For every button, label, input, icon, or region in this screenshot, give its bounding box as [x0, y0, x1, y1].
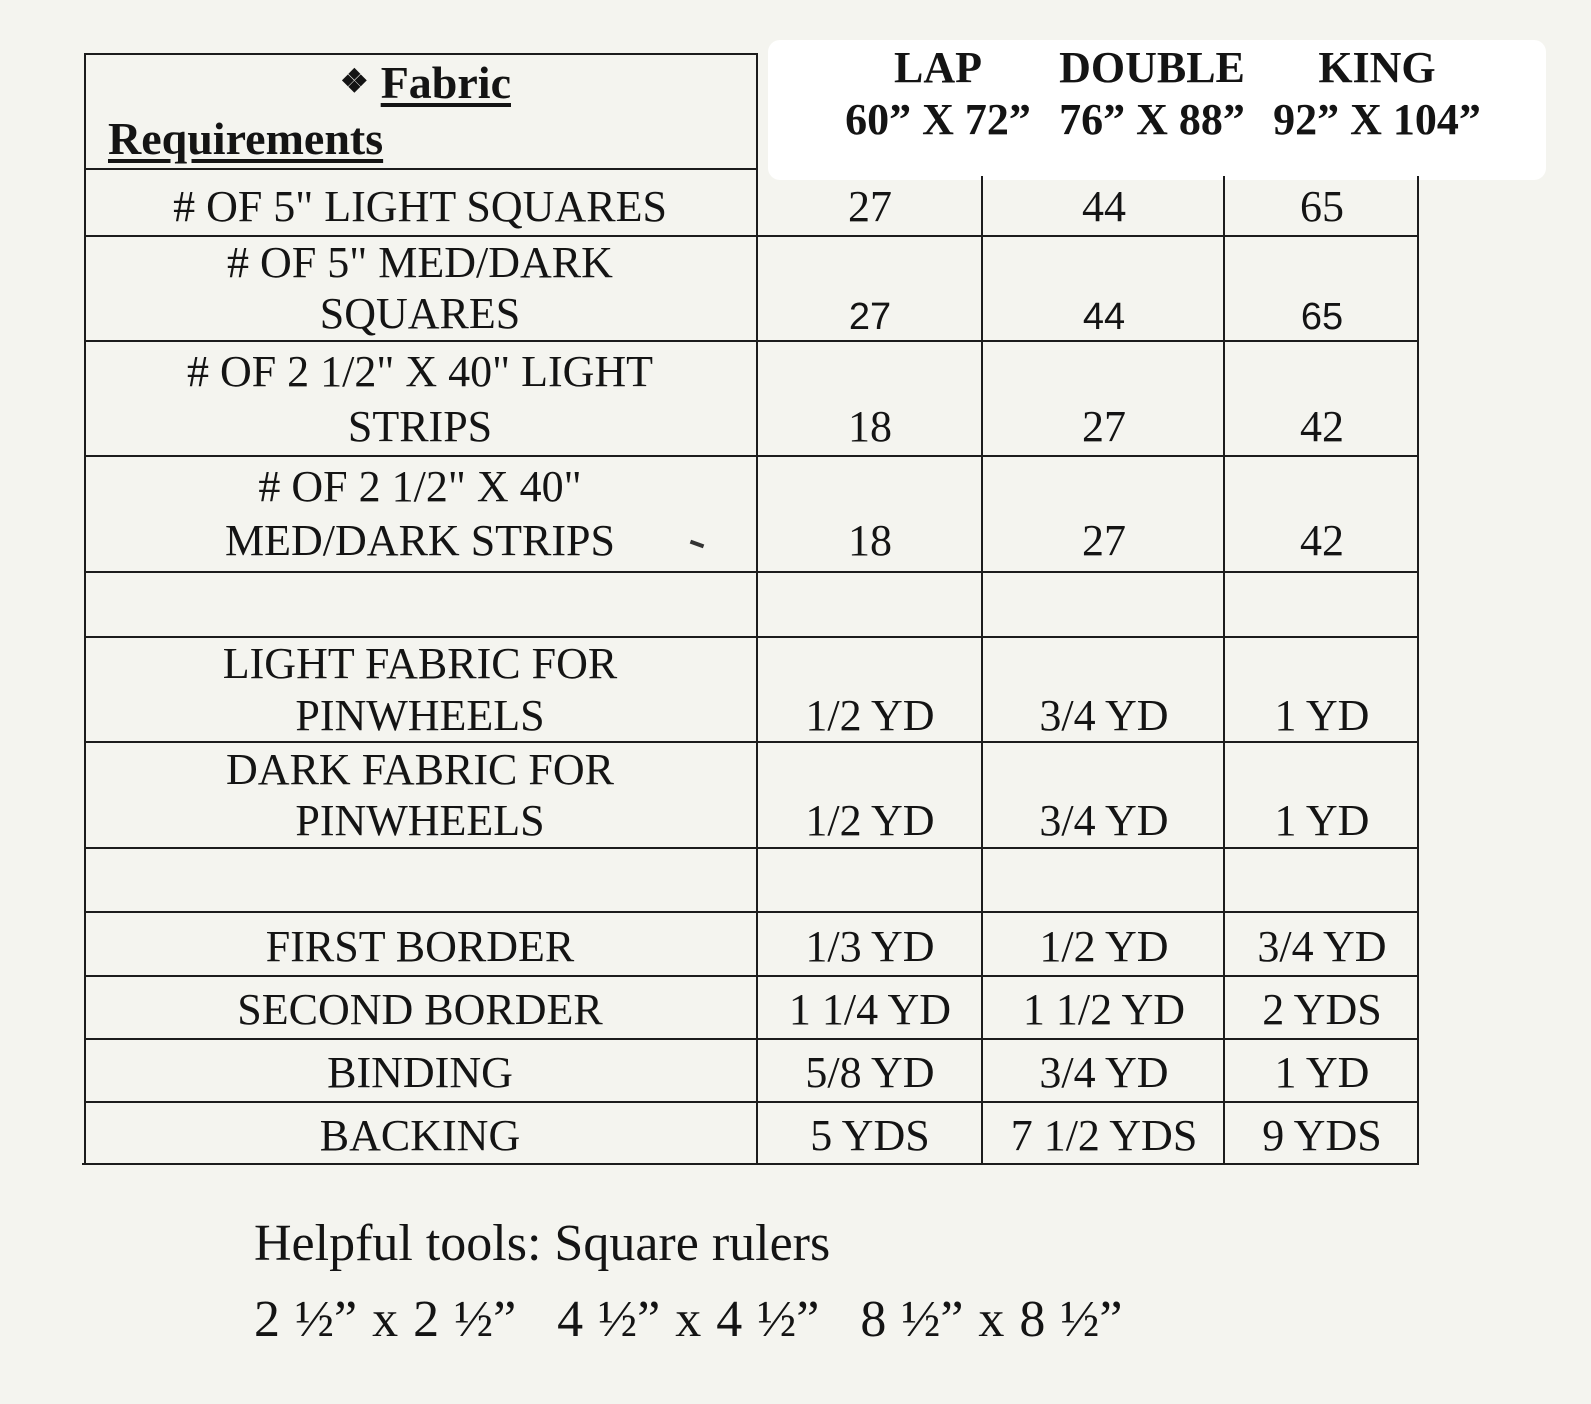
cell-lap: 1 1/4 YD — [788, 985, 952, 1034]
cell-lap: 5 YDS — [810, 1111, 930, 1160]
column-size-label: LAP — [894, 43, 982, 92]
row-divider — [84, 975, 1419, 977]
cell-king: 9 YDS — [1262, 1111, 1382, 1160]
cell-lap: 27 — [848, 182, 892, 231]
row-divider — [84, 455, 1419, 457]
cell-double: 3/4 YD — [1039, 691, 1169, 740]
row-label-line-2: PINWHEELS — [295, 796, 545, 845]
cell-king: 65 — [1300, 182, 1344, 231]
row-label: # OF 2 1/2" X 40" LIGHT — [186, 347, 654, 396]
title-line-1: Fabric — [380, 57, 511, 108]
cell-king: 3/4 YD — [1257, 922, 1387, 971]
cell-king: 42 — [1300, 402, 1344, 451]
cell-double: 1 1/2 YD — [1022, 985, 1186, 1034]
column-dimensions: 92” X 104” — [1273, 95, 1481, 144]
row-divider — [84, 1038, 1419, 1040]
cell-king: 1 YD — [1274, 691, 1370, 740]
cell-double: 7 1/2 YDS — [1010, 1111, 1198, 1160]
helpful-tools-heading: Helpful tools: Square rulers — [254, 1215, 831, 1272]
diamond-bullet-icon: ❖ — [340, 63, 369, 99]
cell-lap: 1/2 YD — [805, 796, 935, 845]
cell-lap: 5/8 YD — [805, 1048, 935, 1097]
row-divider — [84, 847, 1419, 849]
row-label-line-2: MED/DARK STRIPS — [225, 516, 615, 565]
row-divider — [84, 1101, 1419, 1103]
column-header-king — [1262, 42, 1492, 146]
table-bottom-border — [82, 1163, 1419, 1165]
row-label: BINDING — [327, 1048, 513, 1097]
row-label-line-2: SQUARES — [319, 289, 521, 338]
cell-lap: 18 — [848, 516, 892, 565]
cell-king: 1 YD — [1274, 796, 1370, 845]
row-label: # OF 5" MED/DARK — [227, 238, 613, 287]
cell-king: 42 — [1300, 516, 1344, 565]
ruler-size: 4 ½” x 4 ½” — [557, 1291, 820, 1348]
cell-double: 1/2 YD — [1039, 922, 1169, 971]
row-label: DARK FABRIC FOR — [226, 745, 614, 794]
header-bottom-border — [84, 168, 758, 170]
cell-double: 3/4 YD — [1039, 1048, 1169, 1097]
column-dimensions: 60” X 72” — [845, 95, 1031, 144]
row-label-line-2: STRIPS — [347, 402, 493, 451]
cell-lap: 1/3 YD — [805, 922, 935, 971]
title-line-2: Requirements — [108, 113, 384, 164]
cell-lap: 1/2 YD — [805, 691, 935, 740]
cell-double: 3/4 YD — [1039, 796, 1169, 845]
cell-lap: 18 — [848, 402, 892, 451]
row-label: # OF 2 1/2" X 40" — [258, 462, 582, 511]
cell-king: 1 YD — [1274, 1048, 1370, 1097]
cell-double: 44 — [1082, 182, 1126, 231]
cell-double: 27 — [1082, 516, 1126, 565]
ruler-size: 8 ½” x 8 ½” — [860, 1291, 1123, 1348]
cell-double: 27 — [1082, 402, 1126, 451]
column-header-double — [1044, 42, 1260, 146]
cell-lap: 27 — [848, 296, 892, 338]
column-size-label: DOUBLE — [1059, 43, 1245, 92]
column-header-lap — [838, 42, 1038, 146]
column-size-label: KING — [1318, 43, 1436, 92]
cell-double: 44 — [1082, 296, 1126, 338]
row-label: BACKING — [319, 1111, 521, 1160]
ruler-size: 2 ½” x 2 ½” — [254, 1291, 517, 1348]
column-dimensions: 76” X 88” — [1059, 95, 1245, 144]
row-label: SECOND BORDER — [237, 985, 603, 1034]
table-title-fabric — [340, 56, 511, 109]
row-label: LIGHT FABRIC FOR — [222, 639, 618, 688]
row-divider — [84, 571, 1419, 573]
row-label: FIRST BORDER — [265, 922, 575, 971]
table-top-border — [84, 53, 758, 55]
row-divider — [84, 911, 1419, 913]
row-label: # OF 5" LIGHT SQUARES — [173, 182, 667, 231]
cell-king: 65 — [1300, 296, 1344, 338]
ruler-sizes-line — [254, 1290, 1149, 1349]
cell-king: 2 YDS — [1262, 985, 1382, 1034]
row-label-line-2: PINWHEELS — [295, 691, 545, 740]
